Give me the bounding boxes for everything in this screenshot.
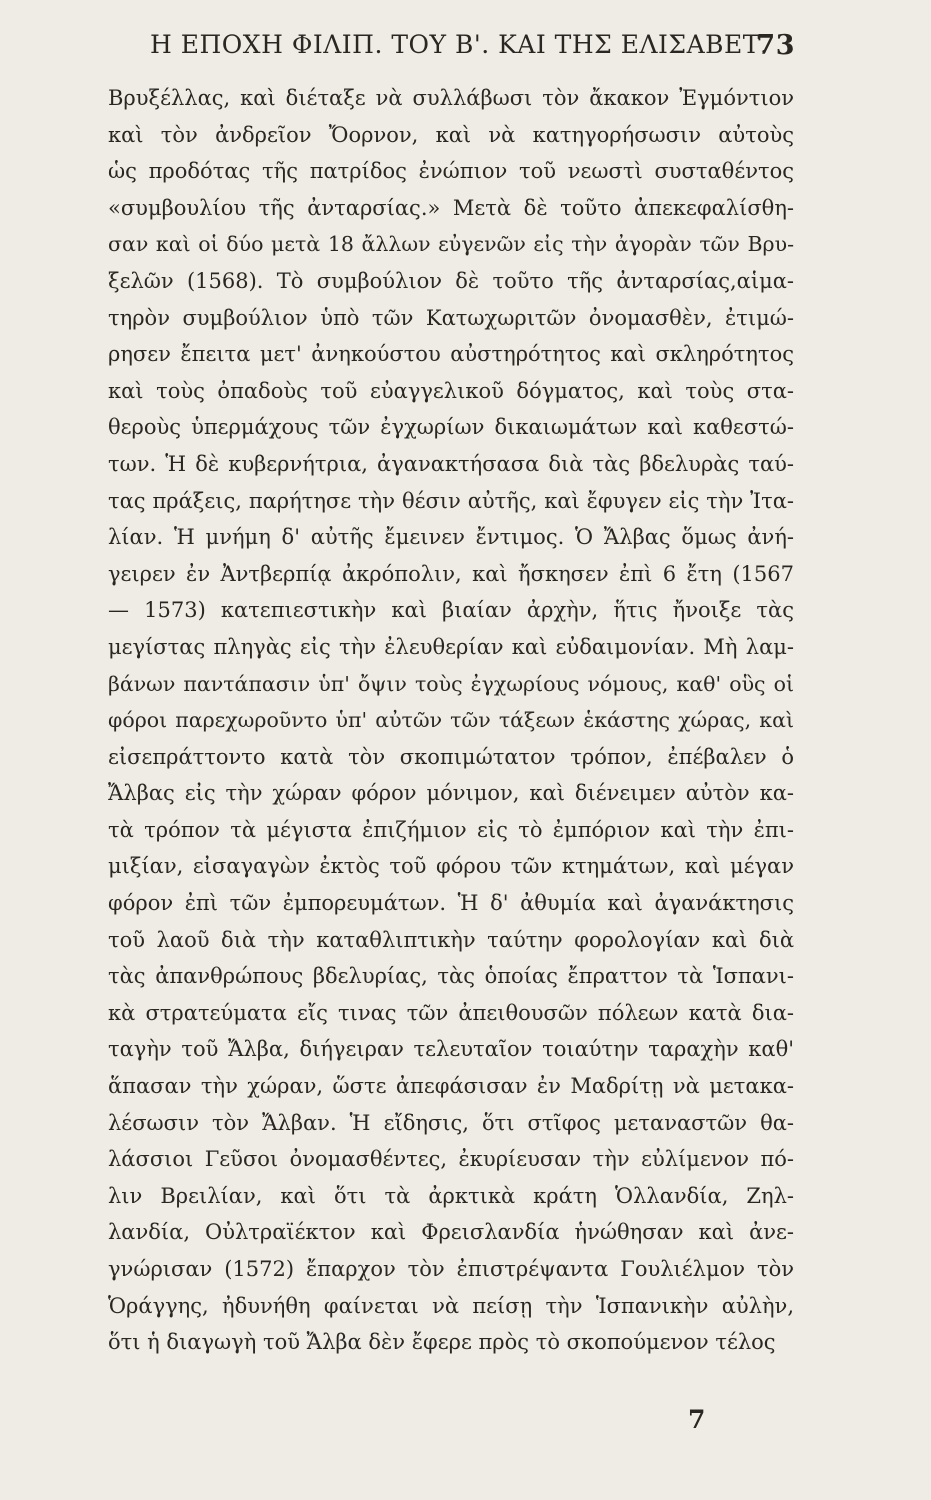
body-text [108,80,794,1361]
running-title: Η ΕΠΟΧΗ ΦΙΛΙΠ. ΤΟΥ Β'. ΚΑΙ ΤΗΣ ΕΛΙΣΑΒΕΤ. [150,30,769,59]
text-line: λέσωσιν τὸν Ἄλβαν. Ἡ εἴδησις, ὅτι στῖφος μεταναστῶν θα- [108,1110,794,1135]
text-line: βάνων παντάπασιν ὑπ' ὄψιν τοὺς ἐγχωρίους νόμους, καθ' οὓς οἱ [108,671,794,696]
text-line: ρησεν ἔπειτα μετ' ἀνηκούστου αὐστηρότητος καὶ σκληρότητος [108,342,794,367]
text-line: ὅτι ἡ διαγωγὴ τοῦ Ἄλβα δὲν ἔφερε πρὸς τὸ σκοπούμενον τέλος [108,1330,776,1355]
text-line: τὰ τρόπον τὰ μέγιστα ἐπιζήμιον εἰς τὸ ἐμπόριον καὶ τὴν ἐπι- [108,817,794,842]
text-line: τας πράξεις, παρήτησε τὴν θέσιν αὐτῆς, καὶ ἔφυγεν εἰς τὴν Ἰτα- [108,488,794,513]
page-number: 73 [756,30,795,61]
text-line: Βρυξέλλας, καὶ διέταξε νὰ συλλάβωσι τὸν ἄκακον Ἐγμόντιον [108,86,794,110]
signature-mark: 7 [688,1405,706,1434]
text-line: φόροι παρεχωροῦντο ὑπ' αὐτῶν τῶν τάξεων ἑκάστης χώρας, καὶ [108,708,794,733]
text-line: ξελῶν (1568). Τὸ συμβούλιον δὲ τοῦτο τῆς ἀνταρσίας,αἱμα- [108,268,794,293]
text-line: ὡς προδότας τῆς πατρίδος ἐνώπιον τοῦ νεωστὶ συσταθέντος [108,159,794,184]
text-line: καὶ τὸν ἀνδρεῖον Ὄορνον, καὶ νὰ κατηγορήσωσιν αὐτοὺς [108,122,794,147]
text-line: των. Ἡ δὲ κυβερνήτρια, ἀγανακτήσασα διὰ τὰς βδελυρὰς ταύ- [108,451,794,476]
text-line: κὰ στρατεύματα εἴς τινας τῶν ἀπειθουσῶν πόλεων κατὰ δια- [108,1000,794,1025]
text-line: λίαν. Ἡ μνήμη δ' αὐτῆς ἔμεινεν ἔντιμος. Ὁ Ἄλβας ὅμως ἀνή- [108,525,794,550]
text-line: τὰς ἀπανθρώπους βδελυρίας, τὰς ὁποίας ἔπραττον τὰ Ἱσπανι- [108,964,794,989]
text-line: λάσσιοι Γεῦσοι ὀνομασθέντες, ἐκυρίευσαν τὴν εὐλίμενον πό- [108,1147,794,1172]
text-line: θεροὺς ὑπερμάχους τῶν ἐγχωρίων δικαιωμάτων καὶ καθεστώ- [108,415,794,440]
text-line: Ἄλβας εἰς τὴν χώραν φόρον μόνιμον, καὶ διένειμεν αὐτὸν κα- [108,781,794,806]
text-line: Ὁράγγης, ἠδυνήθη φαίνεται νὰ πείσῃ τὴν Ἱσπανικὴν αὐλὴν, [108,1293,794,1318]
text-line: εἰσεπράττοντο κατὰ τὸν σκοπιμώτατον τρόπον, ἐπέβαλεν ὁ [108,744,794,769]
text-line: φόρον ἐπὶ τῶν ἐμπορευμάτων. Ἡ δ' ἀθυμία καὶ ἀγανάκτησις [108,891,794,916]
text-line: γειρεν ἐν Ἀντβερπίᾳ ἀκρόπολιν, καὶ ἤσκησεν ἐπὶ 6 ἔτη (1567 [108,561,794,586]
text-line: τηρὸν συμβούλιον ὑπὸ τῶν Κατωχωριτῶν ὀνομασθὲν, ἐτιμώ- [108,305,794,330]
text-line: ταγὴν τοῦ Ἄλβα, διήγειραν τελευταῖον τοιαύτην ταραχὴν καθ' [108,1037,794,1062]
text-line: ἅπασαν τὴν χώραν, ὥστε ἀπεφάσισαν ἐν Μαδρίτῃ νὰ μετακα- [108,1074,794,1099]
text-line: μεγίστας πληγὰς εἰς τὴν ἐλευθερίαν καὶ εὐδαιμονίαν. Μὴ λαμ- [108,634,794,659]
text-line: τοῦ λαοῦ διὰ τὴν καταθλιπτικὴν ταύτην φορολογίαν καὶ διὰ [108,927,794,952]
text-line: καὶ τοὺς ὀπαδοὺς τοῦ εὐαγγελικοῦ δόγματος, καὶ τοὺς στα- [108,378,794,403]
text-line: μιξίαν, εἰσαγαγὼν ἐκτὸς τοῦ φόρου τῶν κτημάτων, καὶ μέγαν [108,854,794,879]
text-line: λανδία, Οὐλτραϊέκτον καὶ Φρεισλανδία ἡνώθησαν καὶ ἀνε- [108,1220,794,1245]
text-line: — 1573) κατεπιεστικὴν καὶ βιαίαν ἀρχὴν, ἥτις ἤνοιξε τὰς [108,598,794,623]
text-line: «συμβουλίου τῆς ἀνταρσίας.» Μετὰ δὲ τοῦτο ἀπεκεφαλίσθη- [108,195,794,220]
text-line: γνώρισαν (1572) ἔπαρχον τὸν ἐπιστρέψαντα Γουλιέλμον τὸν [108,1257,794,1281]
running-header [150,30,795,59]
text-line: λιν Βρειλίαν, καὶ ὅτι τὰ ἀρκτικὰ κράτη Ὁλλανδία, Ζηλ- [108,1183,794,1208]
text-line: σαν καὶ οἱ δύο μετὰ 18 ἄλλων εὐγενῶν εἰς τὴν ἀγορὰν τῶν Βρυ- [108,232,794,257]
